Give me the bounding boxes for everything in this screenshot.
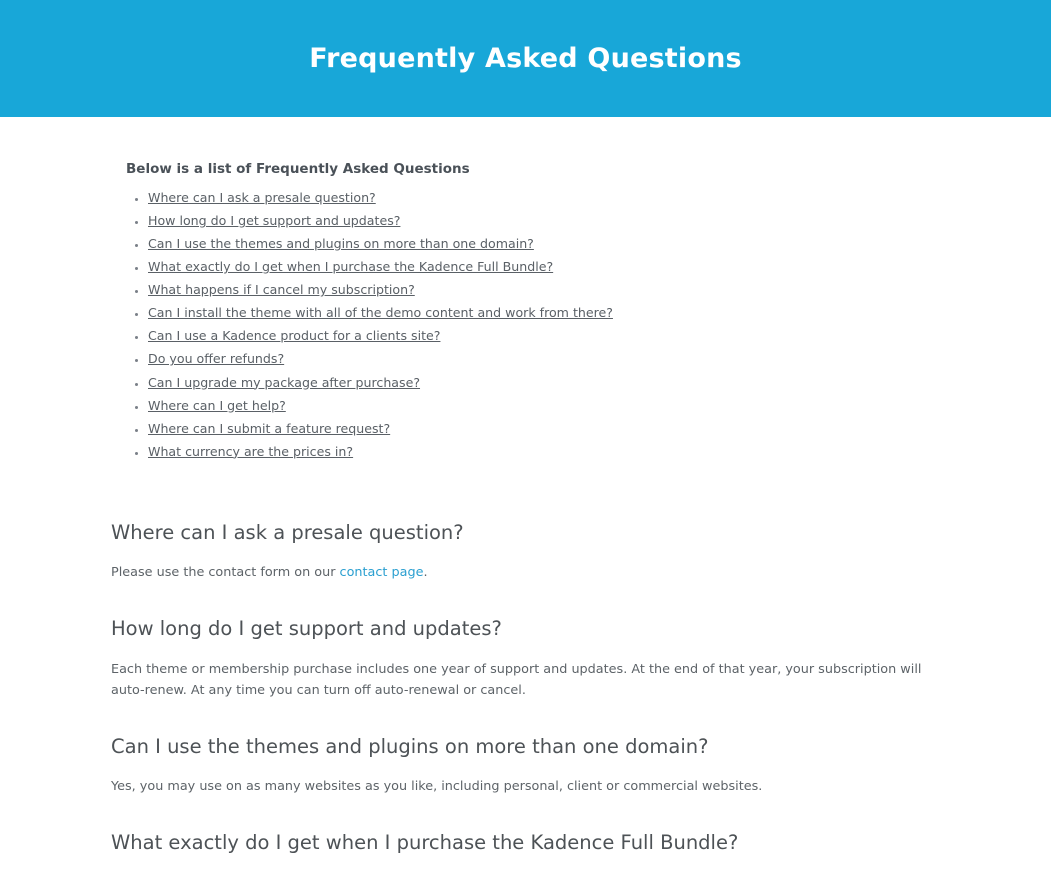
toc-link[interactable]: Can I use a Kadence product for a clients site? [148,328,441,344]
faq-question: How long do I get support and updates? [111,617,502,641]
list-item [148,376,991,390]
list-item [148,283,991,297]
toc-link[interactable]: Do you offer refunds? [148,351,285,367]
page-title: Frequently Asked Questions [309,43,742,74]
list-item [148,214,991,228]
list-item [148,445,991,459]
main-content [0,117,1051,856]
toc-link[interactable]: What exactly do I get when I purchase the Kadence Full Bundle? [148,259,554,275]
faq-entry [111,831,941,855]
list-item [148,422,991,436]
faq-answer: Each theme or membership purchase includes one year of support and updates. At the end of that year, your subscription will auto-renew. At any time you can turn off auto-renewal or cancel. [111,661,922,698]
faq-answer-text-tail: . [423,565,428,581]
page-header-banner [0,0,1051,117]
list-item [148,329,991,343]
toc-link[interactable]: How long do I get support and updates? [148,213,401,229]
toc-link[interactable]: What happens if I cancel my subscription? [148,282,415,298]
faq-question: Can I use the themes and plugins on more than one domain? [111,734,709,758]
list-item [148,306,991,320]
toc-link[interactable]: Where can I ask a presale question? [148,190,376,205]
faq-question: Where can I ask a presale question? [111,520,464,544]
faq-answer [111,562,926,583]
faq-question: What exactly do I get when I purchase the Kadence Full Bundle? [111,831,739,855]
list-item [148,399,991,413]
faq-entry [111,617,941,701]
toc-link[interactable]: Can I upgrade my package after purchase? [148,374,421,390]
toc-heading: Below is a list of Frequently Asked Questions [126,161,470,177]
list-item [148,260,991,274]
faq-entry [111,521,941,583]
contact-page-link[interactable]: contact page [339,565,424,581]
table-of-contents [0,117,1051,459]
list-item [148,352,991,366]
list-item [148,191,991,205]
toc-link[interactable]: Where can I get help? [148,397,286,413]
toc-list [126,191,991,459]
toc-link[interactable]: What currency are the prices in? [148,443,354,459]
toc-link[interactable]: Can I use the themes and plugins on more than one domain? [148,236,534,252]
faq-entry [111,735,941,797]
faq-answer: Yes, you may use on as many websites as you like, including personal, client or commercial websites. [111,779,763,795]
toc-link[interactable]: Where can I submit a feature request? [148,420,391,436]
faq-answer-text: Please use the contact form on our [111,565,340,581]
toc-link[interactable]: Can I install the theme with all of the demo content and work from there? [148,305,613,321]
faq-sections [0,468,1051,856]
list-item [148,237,991,251]
